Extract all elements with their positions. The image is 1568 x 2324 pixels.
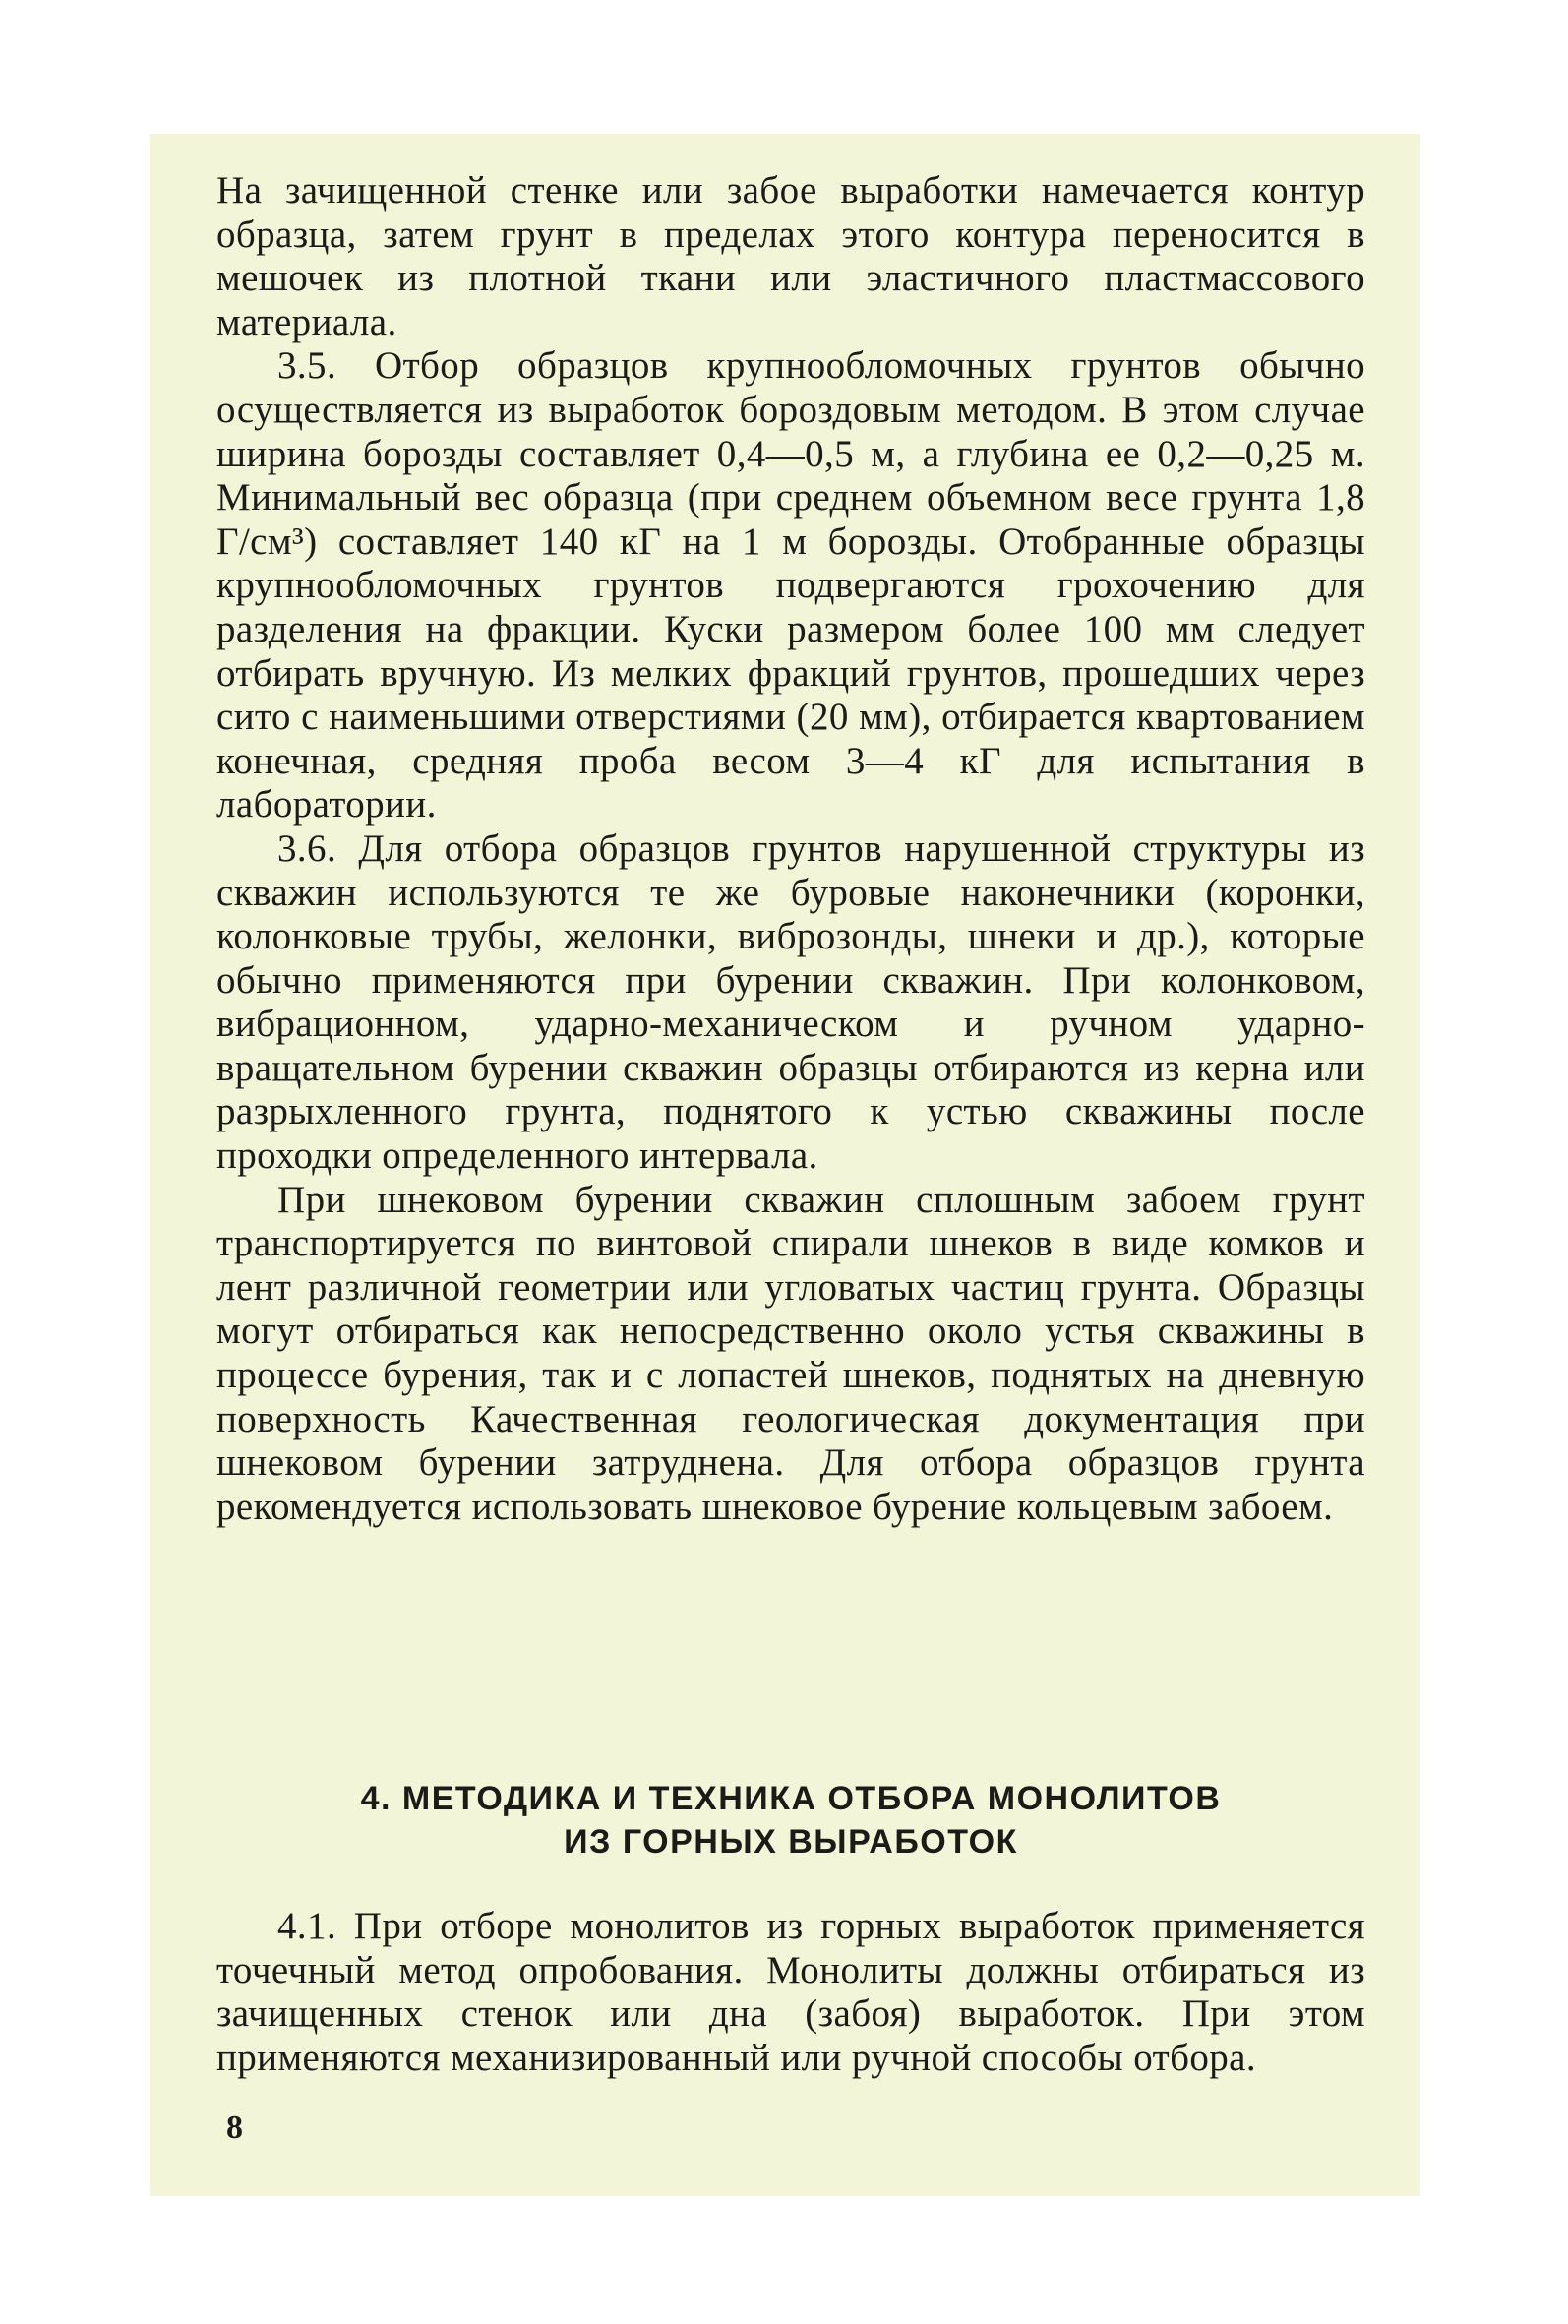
body-text (216, 169, 1365, 1529)
paragraph-4-1: 4.1. При отборе монолитов из горных выработок применяется точечный метод опробования. Монолиты должны отбираться из зачищенных стенок или дна (забоя) выработок. При этом применяются механизированный или ручной способы отбора. (216, 1905, 1365, 2079)
page-number: 8 (226, 2110, 243, 2146)
section-4-body (216, 1905, 1365, 2080)
scanned-page (150, 134, 1420, 2196)
paragraph-auger-drilling: При шнековом бурении скважин сплошным забоем грунт транспортируется по винтовой спирали шнеков в виде комков и лент различной геометрии или угловатых частиц грунта. Образцы могут отбираться как непосредственно около устья скважины в процессе бурения, так и с лопастей шнеков, поднятых на дневную поверхность Качественная геологическая документация при шнековом бурении затруднена. Для отбора образцов грунта рекомендуется использовать шнековое бурение кольцевым забоем. (216, 1178, 1365, 1528)
paragraph-intro: На зачищенной стенке или забое выработки намечается контур образца, затем грунт в пределах этого контура переносится в мешочек из плотной ткани или эластичного пластмассового материала. (216, 169, 1365, 343)
section-heading-line-1: 4. МЕТОДИКА И ТЕХНИКА ОТБОРА МОНОЛИТОВ (360, 1780, 1222, 1817)
paragraph-3-5: 3.5. Отбор образцов крупнообломочных грунтов обычно осуществляется из выработок бороздовым методом. В этом случае ширина борозды составляет 0,4—0,5 м, а глубина ее 0,2—0,25 м. Минимальный вес образца (при среднем объемном весе грунта 1,8 Г/см³) составляет 140 кГ на 1 м борозды. Отобранные образцы крупнообломочных грунтов подвергаются грохочению для разделения на фракции. Куски размером более 100 мм следует отбирать вручную. Из мелких фракций грунтов, прошедших через сито с наименьшими отверстиями (20 мм), отбирается квартованием конечная, средняя проба весом 3—4 кГ для испытания в лаборатории. (216, 344, 1365, 826)
paragraph-3-6: 3.6. Для отбора образцов грунтов нарушенной структуры из скважин используются те же буровые наконечники (коронки, колонковые трубы, желонки, виброзонды, шнеки и др.), которые обычно применяются при бурении скважин. При колонковом, вибрационном, ударно-механическом и ручном ударно-вращательном бурении скважин образцы отбираются из керна или разрыхленного грунта, поднятого к устью скважины после проходки определенного интервала. (216, 826, 1365, 1178)
section-heading-line-2: ИЗ ГОРНЫХ ВЫРАБОТОК (564, 1823, 1018, 1861)
section-heading (216, 1777, 1365, 1864)
